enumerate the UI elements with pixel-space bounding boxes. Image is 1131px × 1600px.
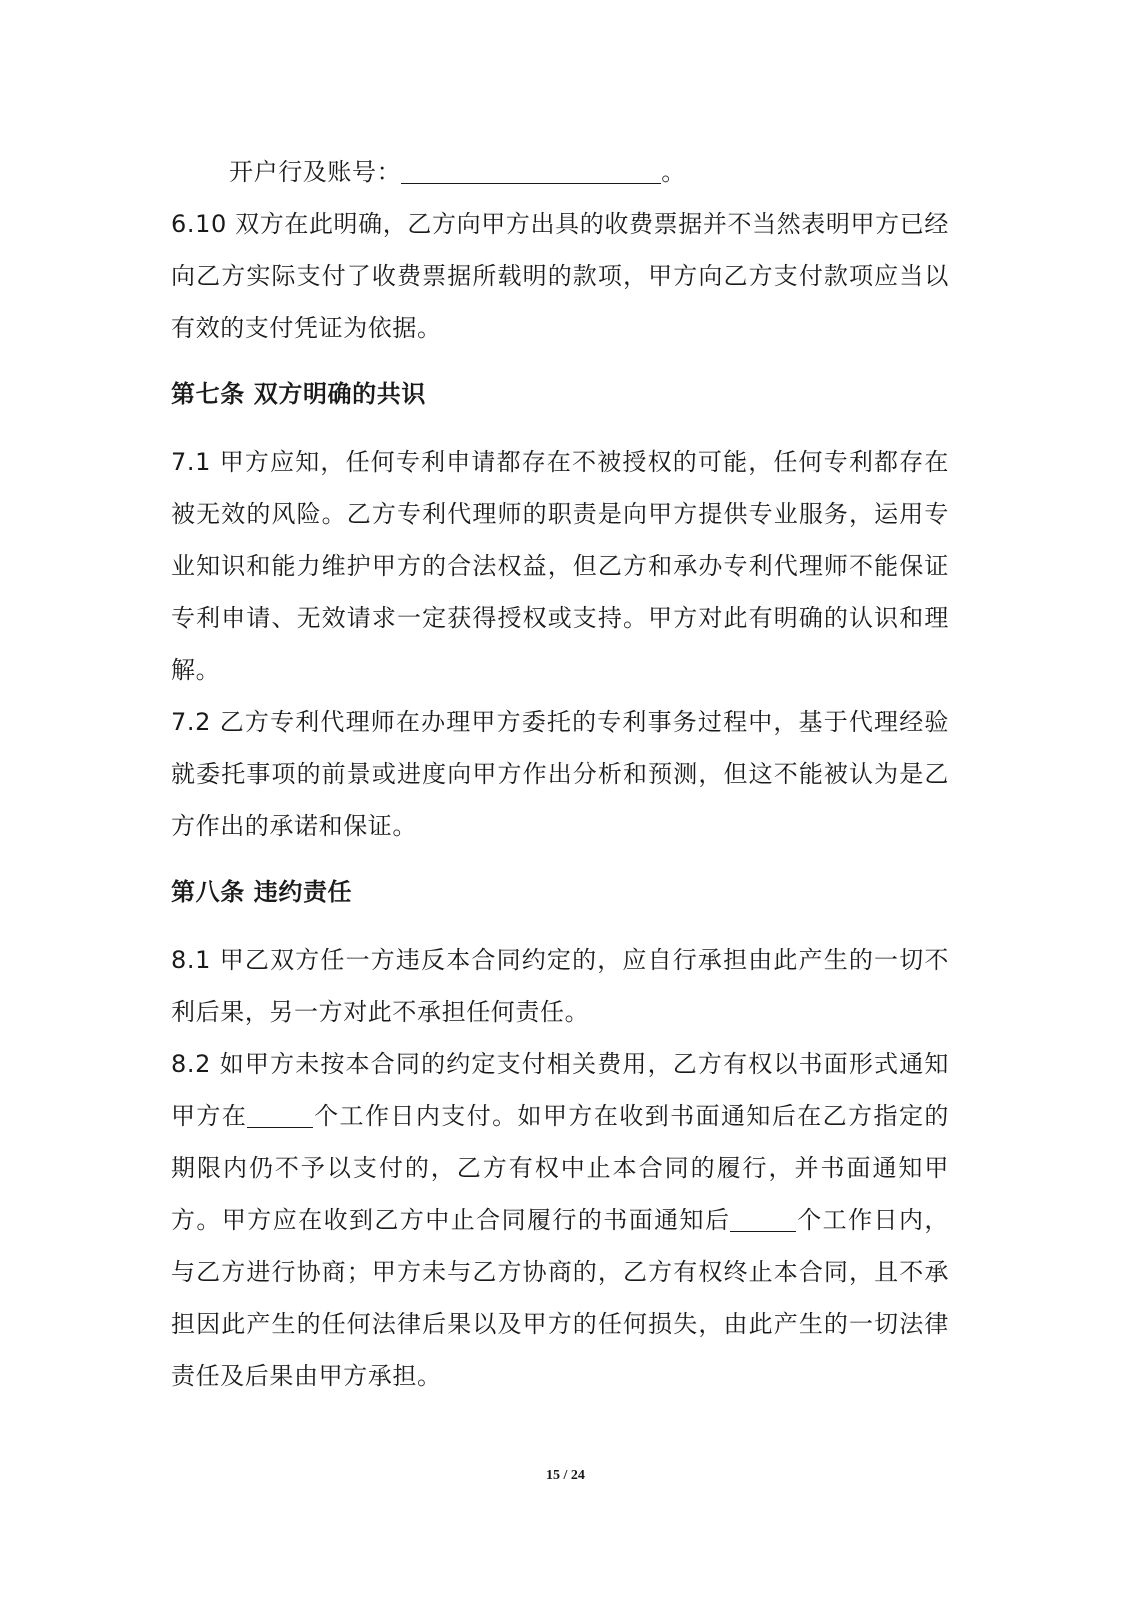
clause-8-1: 8.1 甲乙双方任一方违反本合同约定的，应自行承担由此产生的一切不利后果，另一方对此不承担任何责任。 xyxy=(171,946,949,1026)
article-7-heading: 第七条 双方明确的共识 xyxy=(171,380,426,408)
clause-8-2-part3: 个工作日内，与乙方进行协商；甲方未与乙方协商的，乙方有权终止本合同，且不承担因此产生的任何法律后果以及甲方的任何损失，由此产生的一切法律责任及后果由甲方承担。 xyxy=(171,1206,949,1390)
account-suffix: 。 xyxy=(661,158,686,186)
account-blank xyxy=(401,161,661,184)
days-blank-2 xyxy=(730,1209,796,1232)
clause-8-2 xyxy=(171,1038,949,1402)
clause-7-1: 7.1 甲方应知，任何专利申请都存在不被授权的可能，任何专利都存在被无效的风险。乙方专利代理师的职责是向甲方提供专业服务，运用专业知识和能力维护甲方的合法权益，但乙方和承办专利代理师不能保证专利申请、无效请求一定获得授权或支持。甲方对此有明确的认识和理解。 xyxy=(171,448,949,684)
page-number: 15 / 24 xyxy=(546,1468,585,1483)
clause-6-10: 6.10 双方在此明确，乙方向甲方出具的收费票据并不当然表明甲方已经向乙方实际支付了收费票据所载明的款项，甲方向乙方支付款项应当以有效的支付凭证为依据。 xyxy=(171,210,949,342)
clause-7-2: 7.2 乙方专利代理师在办理甲方委托的专利事务过程中，基于代理经验就委托事项的前景或进度向甲方作出分析和预测，但这不能被认为是乙方作出的承诺和保证。 xyxy=(171,708,949,840)
clause-8-2-part1: 8.2 如甲方未按本合同的约定支付相关费用，乙方有权以书面形式通知甲方在 xyxy=(171,1050,949,1130)
account-line xyxy=(171,146,949,198)
clause-8-2-part2: 个工作日内支付。如甲方在收到书面通知后在乙方指定的期限内仍不予以支付的，乙方有权中止本合同的履行，并书面通知甲方。甲方应在收到乙方中止合同履行的书面通知后 xyxy=(171,1102,949,1234)
document-body xyxy=(171,146,949,1402)
article-8-heading: 第八条 违约责任 xyxy=(171,878,353,906)
account-label: 开户行及账号： xyxy=(229,158,402,186)
days-blank-1 xyxy=(247,1105,313,1128)
